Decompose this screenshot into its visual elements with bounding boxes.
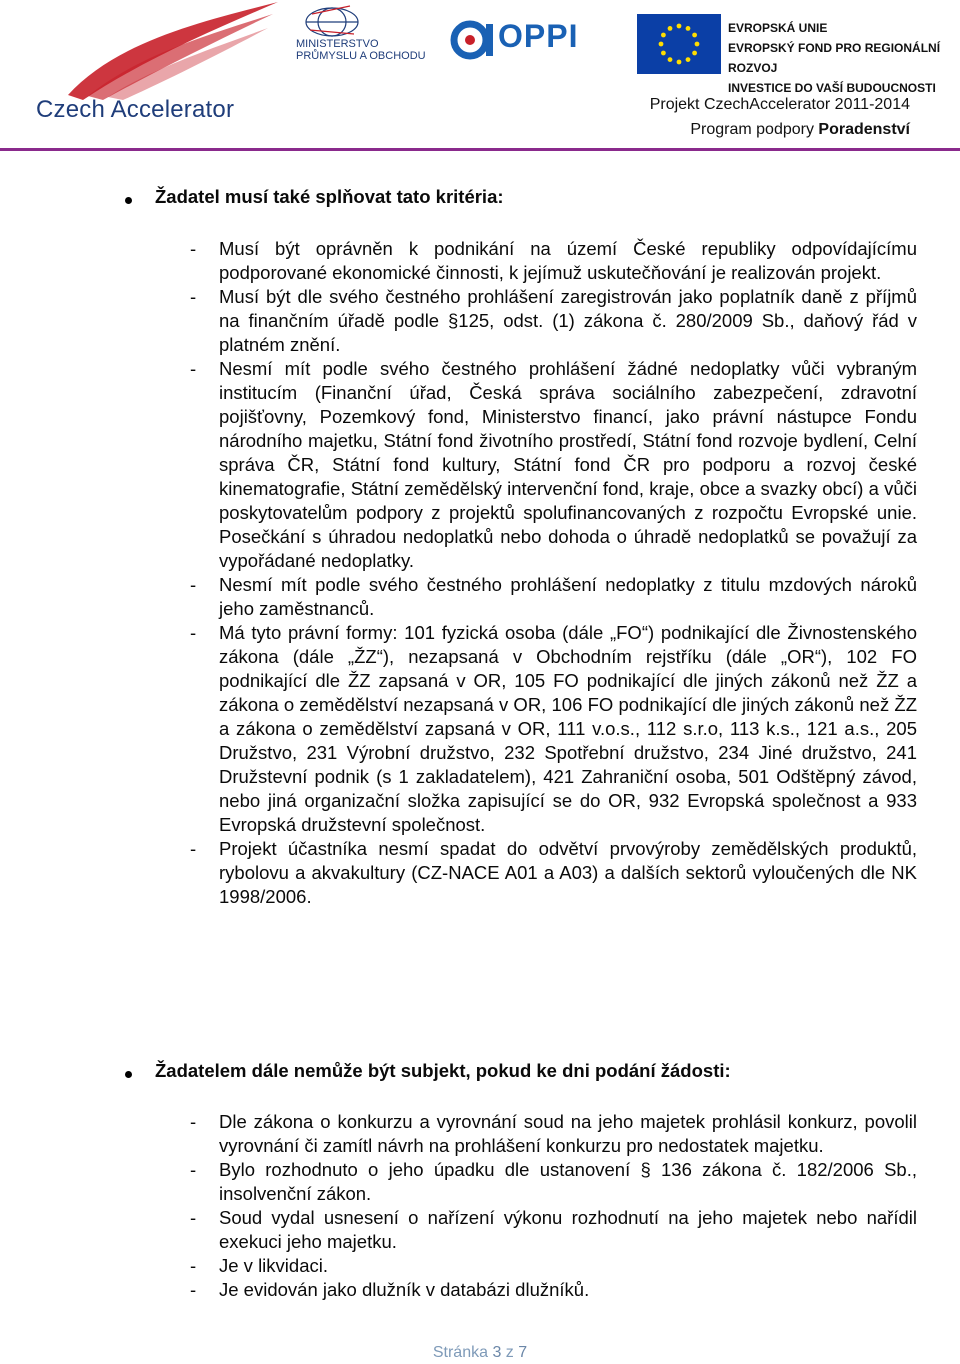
header-divider xyxy=(0,148,960,151)
eu-line-1: EVROPSKÁ UNIE xyxy=(728,21,828,35)
oppi-logo-text: OPPI xyxy=(498,18,579,54)
program-prefix: Program podpory xyxy=(690,121,819,138)
page-header xyxy=(0,0,960,150)
ministry-line-1: MINISTERSTVO xyxy=(296,38,379,50)
page-footer xyxy=(0,1344,960,1362)
project-title: Projekt CzechAccelerator 2011-2014 xyxy=(649,96,910,113)
list-item: - Je v likvidaci. xyxy=(184,1254,917,1278)
ministry-line-2: PRŮMYSLU A OBCHODU xyxy=(296,50,426,62)
list-item: - Projekt účastníka nesmí spadat do odvětví prvovýroby zemědělských produktů, rybolovu a akvakultury (CZ-NACE A01 a A03) a dalších sektorů vyloučených dle NK 1998/2006. xyxy=(184,837,917,909)
ministry-logo-text xyxy=(296,38,426,62)
list-item: - Soud vydal usnesení o nařízení výkonu rozhodnutí na jeho majetek nebo nařídil exekuci jeho majetku. xyxy=(184,1206,917,1254)
program-name: Poradenství xyxy=(818,121,910,138)
page-label: Stránka xyxy=(432,1344,488,1361)
page-current: 3 xyxy=(492,1344,502,1361)
criteria-list xyxy=(184,237,917,909)
list-item: - Je evidován jako dlužník v databázi dlužníků. xyxy=(184,1278,917,1302)
project-info xyxy=(650,92,910,142)
list-item: - Bylo rozhodnuto o jeho úpadku dle ustanovení § 136 zákona č. 182/2006 Sb., insolvenční zákon. xyxy=(184,1158,917,1206)
program-line xyxy=(650,117,910,142)
eu-line-2: EVROPSKÝ FOND PRO REGIONÁLNÍ ROZVOJ xyxy=(728,41,941,75)
bullet-icon xyxy=(125,1071,132,1078)
criteria-heading: Žadatel musí také splňovat tato kritéria: xyxy=(155,186,504,207)
list-item: - Nesmí mít podle svého čestného prohlášení nedoplatky z titulu mzdových nároků jeho zaměstnanců. xyxy=(184,573,917,621)
eu-line-3: INVESTICE DO VAŠÍ BUDOUCNOSTI xyxy=(728,81,936,95)
list-item: - Dle zákona o konkurzu a vyrovnání soud na jeho majetek prohlásil konkurz, povolil vyrovnání či zamítl návrh na prohlášení konkurzu pro nedostatek majetku. xyxy=(184,1110,917,1158)
list-item: - Nesmí mít podle svého čestného prohlášení žádné nedoplatky vůči vybraným institucím (Finanční úřad, Česká správa sociálního zabezpečení, zdravotní pojišťovny, Pozemkový fond, Ministerstvo financí, jako právní nástupce Fondu národního majetku, Státní fond životního prostředí, Státní fond rozvoje bydlení, Celní správa ČR, Státní fond kultury, Státní fond ČR pro podporu a rozvoj české kinematografie, Státní zemědělský intervenční fond, kraje, obce a svazky obcí) a vůči poskytovatelům podpory z projektů spolufinancovaných z rozpočtu Evropské unie. Posečkání s úhradou nedoplatků nebo dohoda o úhradě nedoplatků se považují za vypořádané nedoplatky. xyxy=(184,357,917,573)
page-total: 7 xyxy=(518,1344,528,1361)
bullet-icon xyxy=(125,197,132,204)
eu-fund-text xyxy=(728,18,960,98)
exclusion-list xyxy=(184,1110,917,1302)
list-item: - Má tyto právní formy: 101 fyzická osoba (dále „FO“) podnikající dle Živnostenského zákona (dále „ŽZ“), nezapsaná v Obchodním rejstříku (dále „OR“), 102 FO podnikající dle ŽZ zapsaná v OR, 105 FO podnikající dle jiných zákonů než ŽZ a zákona o zemědělství nezapsaná v OR, 106 FO podnikající dle jiných zákonů než ŽZ a zákona o zemědělství zapsaná v OR, 111 v.o.s., 112 s.r.o, 113 k.s., 121 a.s., 205 Družstvo, 231 Výrobní družstvo, 232 Spotřební družstvo, 234 Jiné družstvo, 241 Družstevní podnik (s 1 zakladatelem), 421 Zahraniční osoba, 501 Odštěpný závod, nebo jiná organizační složka zapisující se do OR, 932 Evropská společnost a 933 Evropská družstevní společnost. xyxy=(184,621,917,837)
page-sep: z xyxy=(505,1344,514,1361)
eu-flag-icon xyxy=(637,14,721,74)
list-item: - Musí být dle svého čestného prohlášení zaregistrován jako poplatník daně z příjmů na finančním úřadě podle §125, odst. (1) zákona č. 280/2009 Sb., daňový řád v platném znění. xyxy=(184,285,917,357)
list-item: - Musí být oprávněn k podnikání na území České republiky odpovídajícímu podporované ekonomické činnosti, k jejímuž uskutečňování je realizován projekt. xyxy=(184,237,917,285)
exclusion-heading: Žadatelem dále nemůže být subjekt, pokud ke dni podání žádosti: xyxy=(155,1060,731,1081)
czech-accelerator-logo-text: Czech Accelerator xyxy=(36,96,235,123)
